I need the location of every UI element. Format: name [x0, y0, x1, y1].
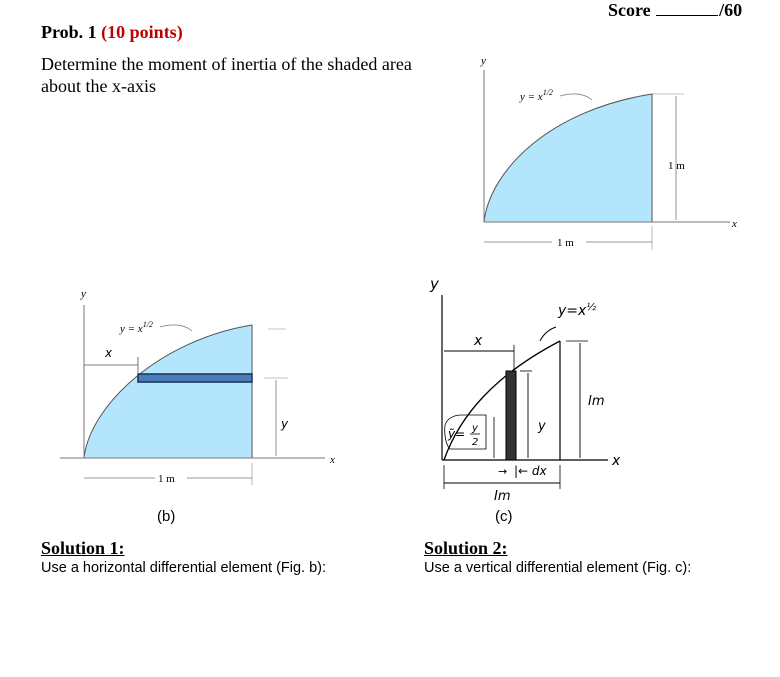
problem-statement: Determine the moment of inertia of the shaded area about the x-axis — [41, 54, 412, 96]
problem-title — [41, 22, 183, 43]
centroid-denominator: 2 — [472, 437, 479, 448]
y-axis-label-c: y — [430, 275, 439, 293]
curve-label: $y = x^{1/2}$ — [520, 88, 553, 103]
score-field — [608, 0, 742, 21]
problem-points: (10 points) — [101, 22, 183, 42]
problem-number: Prob. 1 — [41, 22, 97, 42]
x-axis-label-c: x — [612, 453, 621, 469]
centroid-label-c: ỹ= — [448, 427, 466, 441]
solution-1-text: Use a horizontal differential element (Fig. b): — [41, 560, 327, 576]
curve-label-b: $y = x^{1/2}$ — [120, 320, 153, 335]
height-label-c: Im — [588, 394, 605, 409]
x-dim-label-c: x — [474, 333, 483, 349]
shaded-area-b — [84, 325, 252, 458]
score-label: Score — [608, 0, 651, 20]
y-dim-label-c: y — [538, 419, 546, 434]
score-total: /60 — [719, 0, 743, 20]
figure-c — [410, 265, 650, 505]
solution-1-title: Solution 1: — [41, 538, 125, 558]
x-axis-label: x — [732, 218, 737, 230]
curve-c — [444, 341, 560, 460]
width-label-b: 1 m — [158, 473, 175, 485]
solution-2-title: Solution 2: — [424, 538, 508, 558]
dx-label: |← dx — [514, 464, 547, 478]
solution-2-text: Use a vertical differential element (Fig. c): — [424, 560, 692, 576]
figure-main — [440, 50, 760, 270]
figure-c-caption: (c) — [495, 508, 513, 525]
height-label: 1 m — [668, 160, 685, 172]
y-axis-label: y — [481, 55, 486, 67]
x-axis-label-b: x — [330, 454, 335, 466]
dx-arrow-left: → — [498, 465, 508, 478]
horizontal-element — [138, 374, 252, 382]
width-label: 1 m — [557, 237, 574, 249]
curve-label-c: $y=x^{\frac{1}{2}}$ — [558, 302, 597, 319]
curve-leader — [560, 94, 592, 100]
x-dim-label-b: x — [105, 346, 113, 360]
width-label-c: Im — [494, 489, 511, 504]
y-dim-label-b: y — [281, 417, 289, 431]
shaded-area — [484, 94, 652, 222]
figure-b — [60, 285, 360, 495]
score-blank — [656, 1, 718, 16]
vertical-strip — [506, 371, 516, 460]
centroid-numerator: y — [472, 423, 478, 434]
y-axis-label-b: y — [81, 288, 86, 300]
figure-b-caption: (b) — [157, 508, 176, 525]
